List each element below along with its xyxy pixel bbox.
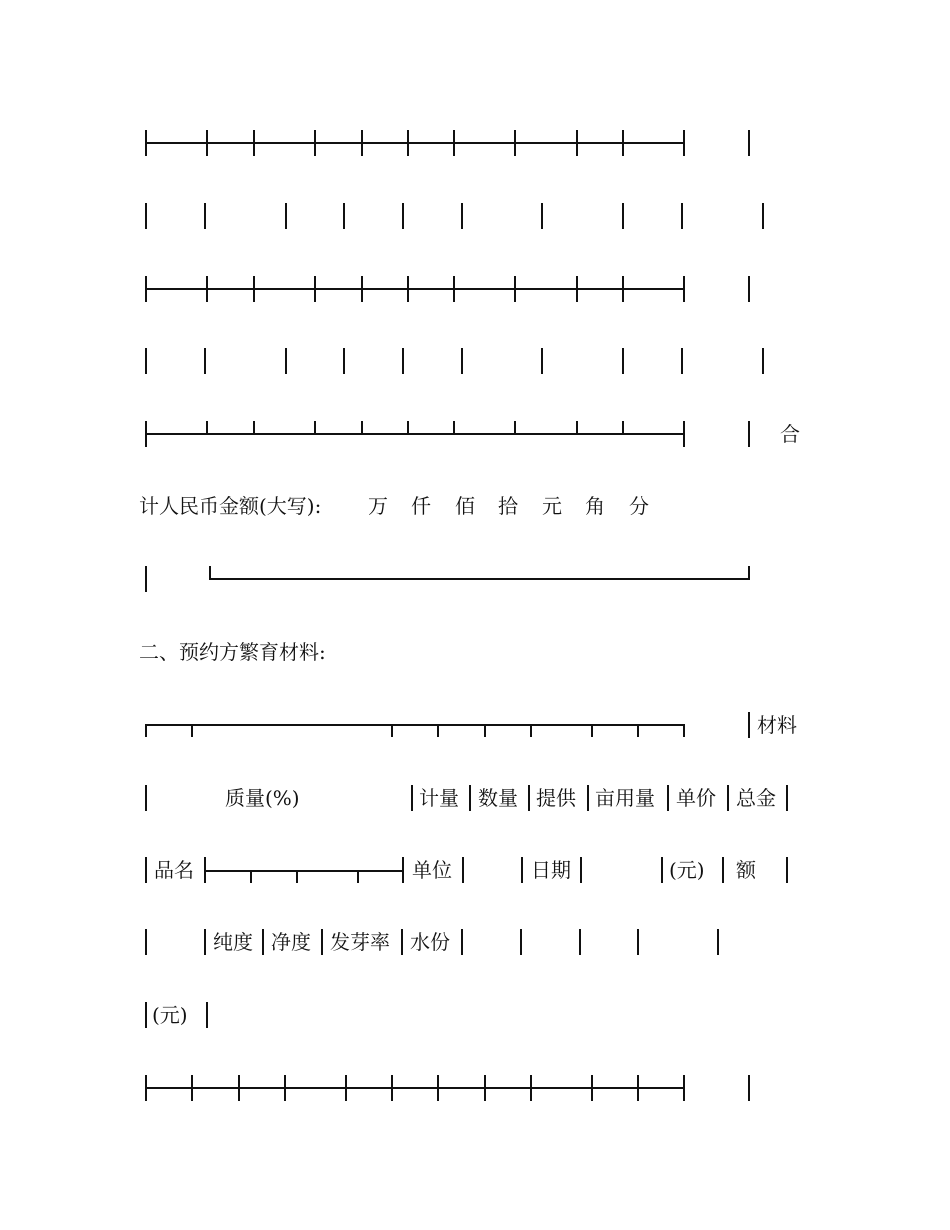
table-divider [681,203,683,229]
table-divider [722,857,724,883]
table-rule [146,142,685,144]
table-divider [145,724,147,737]
table-divider [145,566,147,592]
table-divider [145,1002,147,1028]
table-divider [238,1075,240,1101]
table-divider [587,785,589,811]
header-total-bottom: 额 [736,858,756,882]
table-divider [253,421,255,434]
table-divider [576,421,578,434]
table-divider [402,857,404,883]
unit-shi: 拾 [498,494,518,518]
table-rule [146,288,685,290]
table-divider [407,276,409,302]
table-divider [314,130,316,156]
table-divider [591,1075,593,1101]
table-divider [437,1075,439,1101]
table-divider [206,421,208,434]
table-divider [285,203,287,229]
table-divider [661,857,663,883]
table-divider [530,724,532,737]
table-divider [345,1075,347,1101]
table-divider [453,276,455,302]
table-divider [402,348,404,374]
table-divider [580,857,582,883]
table-rule [146,433,685,435]
unit-fen: 分 [629,494,649,518]
table-divider [576,130,578,156]
table-divider [484,724,486,737]
table-divider [762,348,764,374]
header-cleanliness: 净度 [271,930,311,954]
table-divider [145,203,147,229]
table-divider [748,421,750,447]
table-divider [145,1075,147,1101]
table-divider [204,348,206,374]
unit-yuan: 元 [542,494,562,518]
table-rule [146,1087,685,1089]
header-material: 材料 [757,713,797,737]
table-divider [461,203,463,229]
table-divider [343,348,345,374]
table-divider [407,421,409,434]
table-divider [145,276,147,302]
table-divider [591,724,593,737]
table-divider [579,929,581,955]
table-divider [204,929,206,955]
unit-qian: 仟 [411,494,431,518]
table-divider [786,857,788,883]
table-divider [514,130,516,156]
table-divider [453,130,455,156]
table-divider [683,421,685,447]
table-divider [520,929,522,955]
header-quality: 质量(%) [225,786,300,810]
header-yuan-2: (元) [152,1003,188,1027]
table-divider [514,276,516,302]
table-divider [391,724,393,737]
header-product-name: 品名 [154,858,194,882]
table-divider [145,857,147,883]
table-divider [361,276,363,302]
table-divider [683,1075,685,1101]
unit-jiao: 角 [585,494,605,518]
table-divider [453,421,455,434]
table-divider [262,929,264,955]
table-divider [786,785,788,811]
table-divider [253,276,255,302]
table-divider [407,130,409,156]
table-divider [145,785,147,811]
table-divider [622,348,624,374]
header-total-top: 总金 [736,786,776,810]
table-divider [437,724,439,737]
header-provide: 提供 [536,786,576,810]
table-divider [391,1075,393,1101]
table-divider [576,276,578,302]
table-rule [146,724,685,726]
table-divider [145,929,147,955]
table-divider [145,348,147,374]
total-amount-label: 计人民币金额(大写): [139,494,322,518]
table-divider [484,1075,486,1101]
he-char: 合 [780,422,800,446]
header-unit-price: 单价 [676,786,716,810]
table-divider [204,203,206,229]
table-divider [541,203,543,229]
table-divider [361,130,363,156]
table-divider [285,348,287,374]
table-divider [206,1002,208,1028]
table-divider [284,1075,286,1101]
header-date: 日期 [531,858,571,882]
table-divider [637,1075,639,1101]
header-moisture: 水份 [410,930,450,954]
table-divider [145,130,147,156]
table-divider [343,203,345,229]
header-quantity: 数量 [478,786,518,810]
table-divider [683,276,685,302]
table-divider [514,421,516,434]
header-germination: 发芽率 [330,930,390,954]
table-divider [469,785,471,811]
table-divider [637,929,639,955]
table-divider [530,1075,532,1101]
table-divider [637,724,639,737]
table-divider [622,421,624,434]
table-divider [717,929,719,955]
header-purity: 纯度 [213,930,253,954]
header-measure: 计量 [419,786,459,810]
unit-bai: 佰 [455,494,475,518]
table-divider [321,929,323,955]
table-divider [681,348,683,374]
table-divider [253,130,255,156]
table-divider [622,276,624,302]
table-divider [748,276,750,302]
table-divider [622,203,624,229]
table-rule [205,870,403,872]
table-divider [206,130,208,156]
table-divider [762,203,764,229]
table-divider [145,421,147,447]
table-divider [357,870,359,883]
table-rule [209,578,750,580]
table-divider [727,785,729,811]
section-heading: 二、预约方繁育材料: [139,640,326,664]
table-divider [748,712,750,738]
table-divider [250,870,252,883]
header-per-mu: 亩用量 [595,786,655,810]
table-divider [402,203,404,229]
header-yuan: (元) [669,858,705,882]
table-divider [411,785,413,811]
table-divider [683,724,685,737]
table-divider [361,421,363,434]
table-divider [191,1075,193,1101]
table-divider [461,929,463,955]
table-divider [748,130,750,156]
table-divider [314,421,316,434]
table-divider [461,348,463,374]
table-divider [528,785,530,811]
table-divider [748,1075,750,1101]
table-divider [748,566,750,579]
unit-wan: 万 [368,494,388,518]
table-divider [314,276,316,302]
table-divider [683,130,685,156]
table-divider [206,276,208,302]
table-divider [401,929,403,955]
header-unit: 单位 [412,858,452,882]
table-divider [541,348,543,374]
table-divider [462,857,464,883]
table-divider [667,785,669,811]
table-divider [622,130,624,156]
table-divider [296,870,298,883]
table-divider [191,724,193,737]
table-divider [521,857,523,883]
